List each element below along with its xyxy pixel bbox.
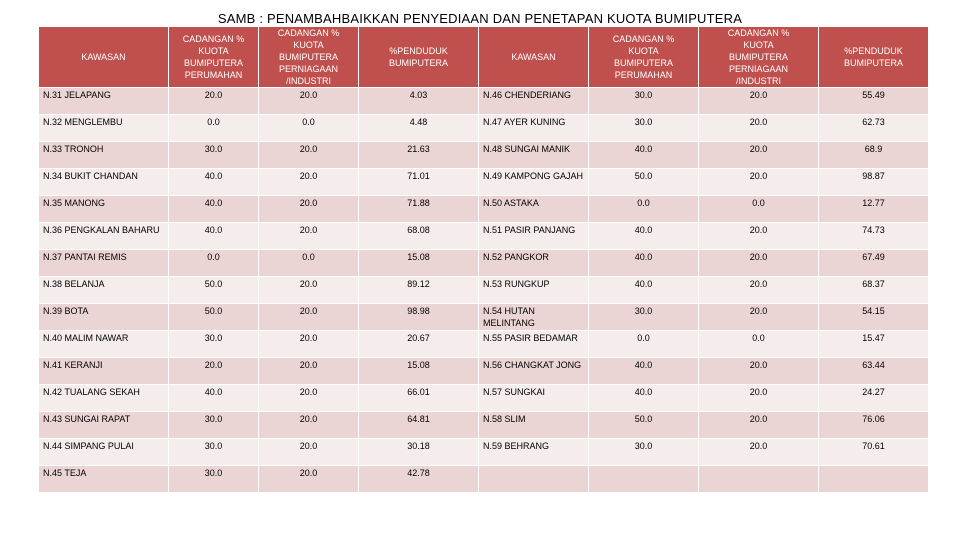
- cell-right-penduduk: 67.49: [819, 250, 929, 277]
- cell-left-kawasan: N.37 PANTAI REMIS: [39, 250, 169, 277]
- cell-right-perniagaan: 20.0: [699, 115, 819, 142]
- cell-left-perumahan: 50.0: [169, 304, 259, 331]
- table-row: [39, 115, 929, 142]
- cell-left-perniagaan: 20.0: [259, 412, 359, 439]
- cell-left-perniagaan: 20.0: [259, 142, 359, 169]
- cell-left-perniagaan: 0.0: [259, 250, 359, 277]
- header-perumahan-right: CADANGAN % KUOTA BUMIPUTERA PERUMAHAN: [589, 27, 699, 88]
- cell-right-penduduk: 63.44: [819, 358, 929, 385]
- cell-right-perniagaan: 20.0: [699, 277, 819, 304]
- cell-right-kawasan: N.58 SLIM: [479, 412, 589, 439]
- cell-left-perniagaan: 20.0: [259, 88, 359, 115]
- cell-left-kawasan: N.41 KERANJI: [39, 358, 169, 385]
- cell-left-kawasan: N.43 SUNGAI RAPAT: [39, 412, 169, 439]
- cell-left-perumahan: 0.0: [169, 250, 259, 277]
- cell-left-penduduk: 66.01: [359, 385, 479, 412]
- cell-left-perumahan: 0.0: [169, 115, 259, 142]
- cell-left-perniagaan: 20.0: [259, 304, 359, 331]
- cell-left-kawasan: N.40 MALIM NAWAR: [39, 331, 169, 358]
- cell-right-perumahan: 40.0: [589, 250, 699, 277]
- header-perniagaan-right: CADANGAN % KUOTA BUMIPUTERA PERNIAGAAN /INDUSTRI: [699, 27, 819, 88]
- cell-right-perumahan: 30.0: [589, 88, 699, 115]
- cell-left-perniagaan: 20.0: [259, 439, 359, 466]
- cell-right-perniagaan: 20.0: [699, 439, 819, 466]
- cell-left-penduduk: 68.08: [359, 223, 479, 250]
- table-row: [39, 142, 929, 169]
- cell-right-penduduk: 12.77: [819, 196, 929, 223]
- header-kawasan-right: KAWASAN: [479, 27, 589, 88]
- header-perniagaan-left: CADANGAN % KUOTA BUMIPUTERA PERNIAGAAN /INDUSTRI: [259, 27, 359, 88]
- cell-right-kawasan: N.48 SUNGAI MANIK: [479, 142, 589, 169]
- table-row: [39, 466, 929, 493]
- header-penduduk-right: %PENDUDUK BUMIPUTERA: [819, 27, 929, 88]
- cell-left-kawasan: N.38 BELANJA: [39, 277, 169, 304]
- cell-left-perniagaan: 20.0: [259, 385, 359, 412]
- page-title: SAMB : PENAMBAHBAIKKAN PENYEDIAAN DAN PENETAPAN KUOTA BUMIPUTERA: [217, 11, 743, 26]
- cell-right-kawasan: N.51 PASIR PANJANG: [479, 223, 589, 250]
- cell-left-kawasan: N.45 TEJA: [39, 466, 169, 493]
- cell-left-perumahan: 20.0: [169, 358, 259, 385]
- cell-left-perniagaan: 20.0: [259, 466, 359, 493]
- cell-left-perniagaan: 20.0: [259, 358, 359, 385]
- cell-left-perniagaan: 20.0: [259, 331, 359, 358]
- cell-left-perumahan: 40.0: [169, 169, 259, 196]
- cell-right-penduduk: 70.61: [819, 439, 929, 466]
- table-row: [39, 88, 929, 115]
- cell-left-kawasan: N.31 JELAPANG: [39, 88, 169, 115]
- cell-left-penduduk: 15.08: [359, 358, 479, 385]
- cell-right-perniagaan: 20.0: [699, 142, 819, 169]
- table-row: [39, 169, 929, 196]
- cell-left-perniagaan: 0.0: [259, 115, 359, 142]
- table-row: [39, 358, 929, 385]
- cell-left-penduduk: 42.78: [359, 466, 479, 493]
- table-row: [39, 439, 929, 466]
- cell-left-penduduk: 30.18: [359, 439, 479, 466]
- cell-left-penduduk: 15.08: [359, 250, 479, 277]
- cell-right-penduduk: 68.37: [819, 277, 929, 304]
- cell-right-penduduk: 68.9: [819, 142, 929, 169]
- cell-left-perumahan: 30.0: [169, 331, 259, 358]
- cell-right-kawasan: N.57 SUNGKAI: [479, 385, 589, 412]
- cell-right-perumahan: 40.0: [589, 142, 699, 169]
- cell-right-kawasan: N.50 ASTAKA: [479, 196, 589, 223]
- cell-right-perumahan: 40.0: [589, 358, 699, 385]
- cell-left-perumahan: 30.0: [169, 142, 259, 169]
- cell-left-kawasan: N.36 PENGKALAN BAHARU: [39, 223, 169, 250]
- cell-left-perumahan: 30.0: [169, 466, 259, 493]
- cell-left-perumahan: 40.0: [169, 223, 259, 250]
- table-row: [39, 196, 929, 223]
- cell-right-perniagaan: 0.0: [699, 196, 819, 223]
- cell-right-kawasan: N.54 HUTAN MELINTANG: [479, 304, 589, 331]
- cell-right-perumahan: 0.0: [589, 196, 699, 223]
- cell-left-penduduk: 98.98: [359, 304, 479, 331]
- cell-right-perniagaan: 20.0: [699, 412, 819, 439]
- cell-left-kawasan: N.33 TRONOH: [39, 142, 169, 169]
- cell-right-penduduk: 76.06: [819, 412, 929, 439]
- header-row: [39, 27, 929, 88]
- cell-right-kawasan: N.47 AYER KUNING: [479, 115, 589, 142]
- cell-left-perumahan: 40.0: [169, 196, 259, 223]
- cell-left-penduduk: 20.67: [359, 331, 479, 358]
- cell-right-perniagaan: 0.0: [699, 331, 819, 358]
- cell-left-perumahan: 30.0: [169, 412, 259, 439]
- cell-left-perniagaan: 20.0: [259, 277, 359, 304]
- table-row: [39, 412, 929, 439]
- table-row: [39, 385, 929, 412]
- quota-table: [38, 26, 929, 493]
- cell-left-kawasan: N.35 MANONG: [39, 196, 169, 223]
- header-kawasan-left: KAWASAN: [39, 27, 169, 88]
- table-row: [39, 250, 929, 277]
- cell-right-perumahan: 50.0: [589, 169, 699, 196]
- cell-right-penduduk: 62.73: [819, 115, 929, 142]
- header-penduduk-left: %PENDUDUK BUMIPUTERA: [359, 27, 479, 88]
- cell-left-perniagaan: 20.0: [259, 223, 359, 250]
- cell-right-perumahan: 30.0: [589, 304, 699, 331]
- cell-right-kawasan: N.49 KAMPONG GAJAH: [479, 169, 589, 196]
- table-row: [39, 223, 929, 250]
- cell-left-penduduk: 64.81: [359, 412, 479, 439]
- cell-right-penduduk: 54.15: [819, 304, 929, 331]
- cell-left-perniagaan: 20.0: [259, 169, 359, 196]
- cell-right-penduduk: 15.47: [819, 331, 929, 358]
- cell-right-kawasan: N.46 CHENDERIANG: [479, 88, 589, 115]
- cell-right-perniagaan: 20.0: [699, 88, 819, 115]
- cell-left-kawasan: N.39 BOTA: [39, 304, 169, 331]
- cell-right-kawasan: N.53 RUNGKUP: [479, 277, 589, 304]
- table-row: [39, 277, 929, 304]
- cell-right-perniagaan: 20.0: [699, 358, 819, 385]
- cell-right-penduduk: 74.73: [819, 223, 929, 250]
- cell-left-kawasan: N.42 TUALANG SEKAH: [39, 385, 169, 412]
- cell-left-perumahan: 50.0: [169, 277, 259, 304]
- cell-left-perumahan: 30.0: [169, 439, 259, 466]
- cell-right-kawasan: N.59 BEHRANG: [479, 439, 589, 466]
- cell-right-kawasan: N.55 PASIR BEDAMAR: [479, 331, 589, 358]
- cell-right-perumahan: 40.0: [589, 277, 699, 304]
- cell-left-kawasan: N.44 SIMPANG PULAI: [39, 439, 169, 466]
- cell-right-perumahan: 50.0: [589, 412, 699, 439]
- cell-right-perniagaan: [699, 466, 819, 493]
- cell-right-penduduk: 24.27: [819, 385, 929, 412]
- cell-left-penduduk: 4.03: [359, 88, 479, 115]
- cell-right-kawasan: [479, 466, 589, 493]
- cell-right-perniagaan: 20.0: [699, 250, 819, 277]
- cell-right-perumahan: 40.0: [589, 385, 699, 412]
- cell-left-penduduk: 71.01: [359, 169, 479, 196]
- cell-left-perniagaan: 20.0: [259, 196, 359, 223]
- cell-left-penduduk: 4.48: [359, 115, 479, 142]
- cell-left-kawasan: N.34 BUKIT CHANDAN: [39, 169, 169, 196]
- cell-left-perumahan: 40.0: [169, 385, 259, 412]
- cell-right-perniagaan: 20.0: [699, 169, 819, 196]
- cell-right-penduduk: 98.87: [819, 169, 929, 196]
- cell-right-perumahan: [589, 466, 699, 493]
- cell-right-perniagaan: 20.0: [699, 304, 819, 331]
- cell-right-perumahan: 30.0: [589, 439, 699, 466]
- cell-right-kawasan: N.56 CHANGKAT JONG: [479, 358, 589, 385]
- cell-right-perumahan: 30.0: [589, 115, 699, 142]
- table-row: [39, 331, 929, 358]
- table-row: [39, 304, 929, 331]
- table-body: [39, 88, 929, 493]
- cell-right-perniagaan: 20.0: [699, 223, 819, 250]
- cell-left-perumahan: 20.0: [169, 88, 259, 115]
- cell-right-perumahan: 0.0: [589, 331, 699, 358]
- cell-right-perniagaan: 20.0: [699, 385, 819, 412]
- cell-left-penduduk: 71.88: [359, 196, 479, 223]
- cell-left-penduduk: 21.63: [359, 142, 479, 169]
- cell-right-penduduk: [819, 466, 929, 493]
- cell-right-perumahan: 40.0: [589, 223, 699, 250]
- header-perumahan-left: CADANGAN % KUOTA BUMIPUTERA PERUMAHAN: [169, 27, 259, 88]
- cell-right-kawasan: N.52 PANGKOR: [479, 250, 589, 277]
- cell-left-penduduk: 89.12: [359, 277, 479, 304]
- cell-right-penduduk: 55.49: [819, 88, 929, 115]
- cell-left-kawasan: N.32 MENGLEMBU: [39, 115, 169, 142]
